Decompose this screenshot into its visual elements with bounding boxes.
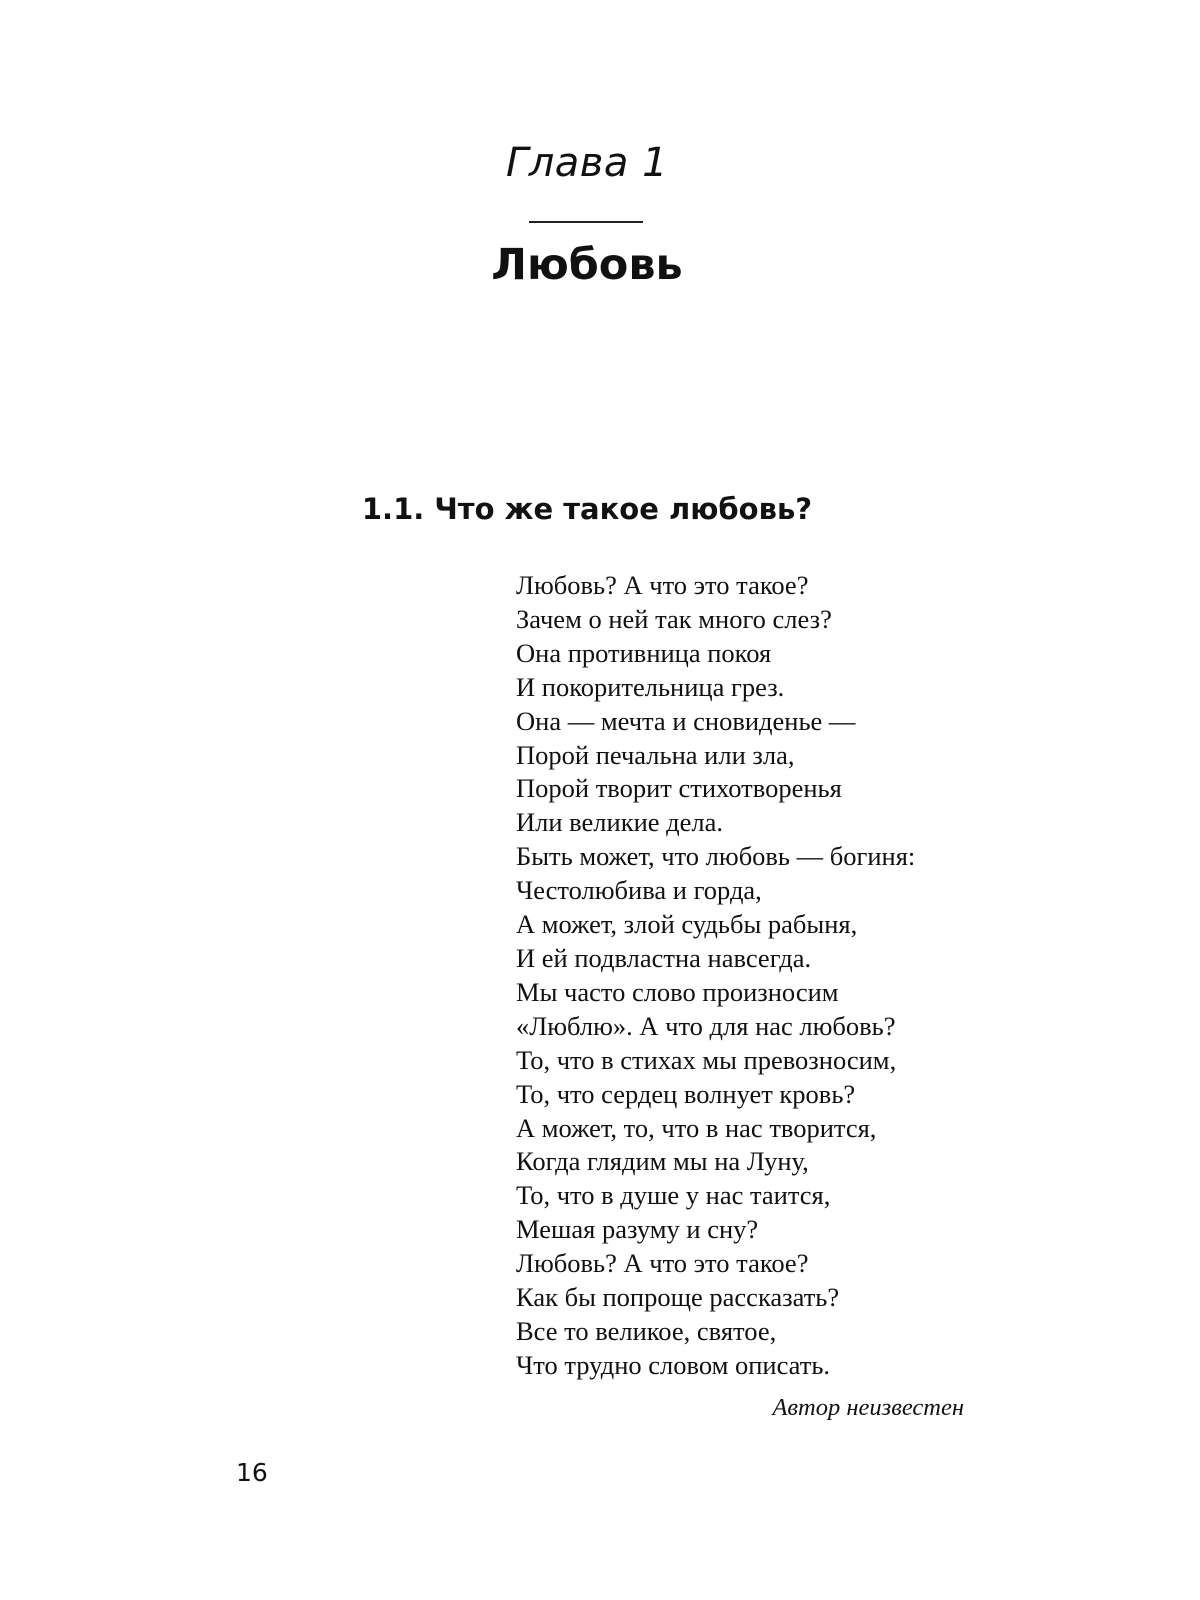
- section-title: 1.1. Что же такое любовь?: [361, 492, 813, 526]
- poem-line: И ей подвластна навсегда.: [516, 942, 812, 973]
- poem: [516, 569, 996, 1383]
- poem-line: Она противница покоя: [516, 637, 772, 668]
- page-number: 16: [236, 1458, 268, 1487]
- poem-line: Любовь? А что это такое?: [516, 570, 809, 600]
- poem-line: Любовь? А что это такое?: [516, 1248, 809, 1279]
- poem-line: То, что в душе у нас таится,: [516, 1180, 831, 1211]
- poem-line: Как бы попроще рассказать?: [516, 1282, 840, 1313]
- chapter-title: Любовь: [491, 240, 683, 290]
- poem-line: То, что сердец волнует кровь?: [516, 1078, 856, 1109]
- poem-line: Честолюбива и горда,: [516, 875, 762, 906]
- poem-line: А может, злой судьбы рабыня,: [516, 909, 858, 940]
- poem-line: Порой печальна или зла,: [516, 739, 795, 770]
- chapter-divider: [529, 221, 643, 223]
- poem-line: Или великие дела.: [516, 807, 723, 838]
- poem-line: Порой творит стихотворенья: [516, 773, 842, 804]
- poem-attribution: Автор неизвестен: [772, 1394, 964, 1421]
- chapter-label: Глава 1: [505, 140, 669, 186]
- poem-line: Все то великое, святое,: [516, 1315, 777, 1346]
- poem-line: А может, то, что в нас творится,: [516, 1112, 877, 1143]
- poem-line: «Люблю». А что для нас любовь?: [516, 1010, 896, 1041]
- poem-line: Зачем о ней так много слез?: [516, 603, 832, 634]
- poem-line: Что трудно словом описать.: [516, 1349, 831, 1380]
- poem-line: То, что в стихах мы превозносим,: [516, 1044, 897, 1075]
- poem-line: Быть может, что любовь — богиня:: [516, 841, 916, 872]
- poem-line: И покорительница грез.: [516, 671, 785, 702]
- poem-line: Она — мечта и сновиденье —: [516, 705, 856, 736]
- poem-line: Мы часто слово произносим: [516, 976, 839, 1007]
- poem-line: Мешая разуму и сну?: [516, 1214, 759, 1245]
- poem-line: Когда глядим мы на Луну,: [516, 1146, 809, 1177]
